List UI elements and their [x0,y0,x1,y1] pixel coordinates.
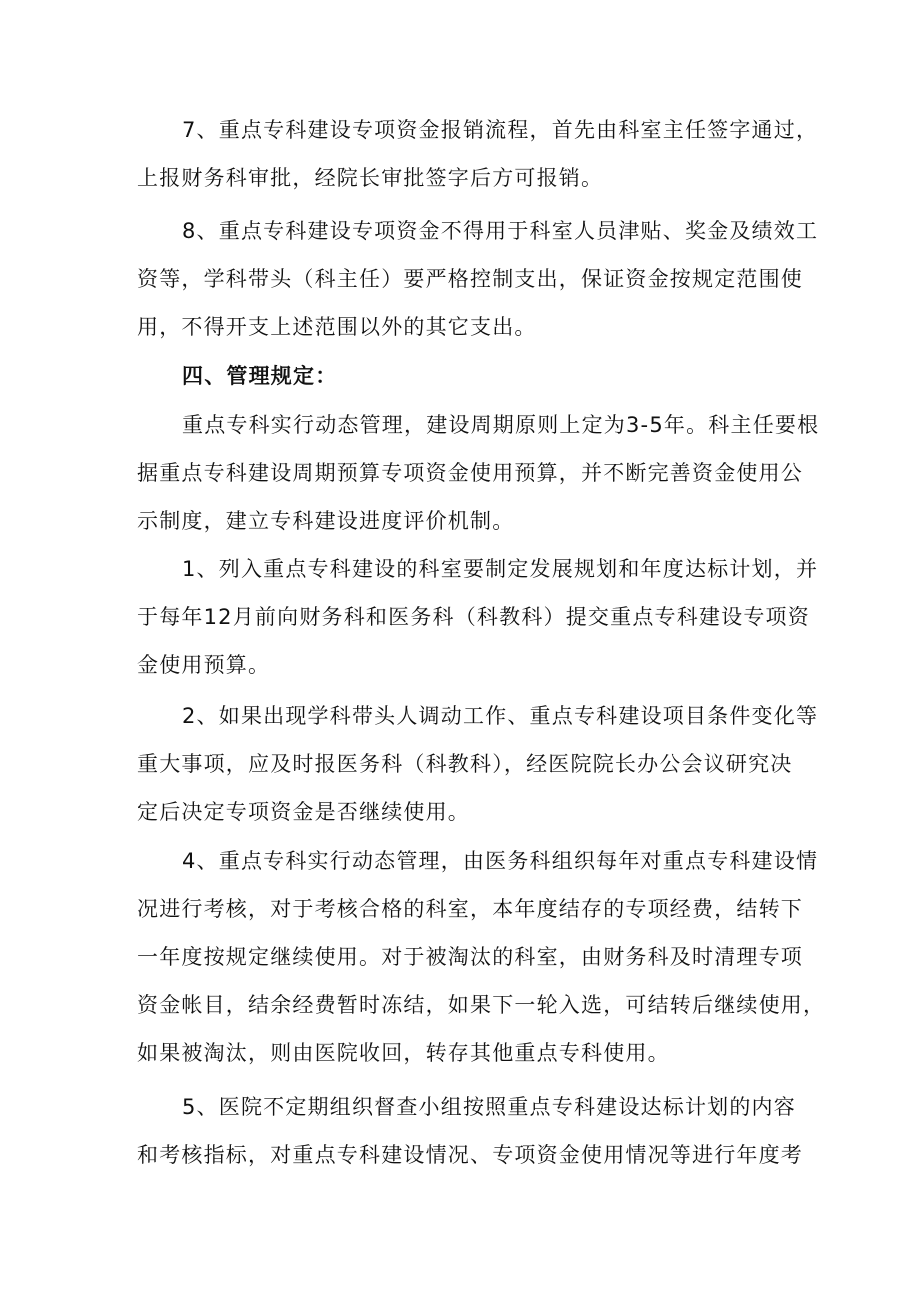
text-line: 据重点专科建设周期预算专项资金使用预算，并不断完善资金使用公 [137,461,803,485]
text-line: 况进行考核，对于考核合格的科室，本年度结存的专项经费，结转下 [137,897,803,921]
text-line: 定后决定专项资金是否继续使用。 [137,800,470,824]
heading-text: 四、管理规定： [182,364,338,388]
text-line: 重大事项，应及时报医务科（科教科），经医院院长办公会议研究决 [137,752,793,776]
text-line: 和考核指标，对重点专科建设情况、专项资金使用情况等进行年度考 [137,1143,803,1167]
text-line: 上报财务科审批，经院长审批签字后方可报销。 [137,166,604,190]
text-line: 一年度按规定继续使用。对于被淘汰的科室，由财务科及时清理专项 [137,945,803,969]
paragraph-item-4 [137,837,826,1077]
paragraph-item-8 [137,207,819,351]
text-line: 8、重点专科建设专项资金不得用于科室人员津贴、奖金及绩效工 [182,219,819,243]
text-line: 金使用预算。 [137,653,271,677]
paragraph-management [137,401,820,545]
text-line: 资等，学科带头（科主任）要严格控制支出，保证资金按规定范围使 [137,267,803,291]
text-line: 2、如果出现学科带头人调动工作、重点专科建设项目条件变化等 [182,704,819,728]
paragraph-item-5 [137,1083,803,1179]
text-line: 资金帐目，结余经费暂时冻结，如果下一轮入选，可结转后继续使用， [137,993,826,1017]
paragraph-item-7 [137,106,819,202]
text-line: 如果被淘汰，则由医院收回，转存其他重点专科使用。 [137,1041,670,1065]
text-line: 重点专科实行动态管理，建设周期原则上定为3-5年。科主任要根 [182,413,820,437]
section-heading [137,352,787,400]
text-line: 4、重点专科实行动态管理，由医务科组织每年对重点专科建设情 [182,849,819,873]
text-line: 于每年12月前向财务科和医务科（科教科）提交重点专科建设专项资 [137,605,810,629]
paragraph-item-2 [137,692,819,836]
text-line: 1、列入重点专科建设的科室要制定发展规划和年度达标计划，并 [182,557,819,581]
text-line: 5、医院不定期组织督查小组按照重点专科建设达标计划的内容 [182,1095,796,1119]
paragraph-item-1 [137,545,819,689]
text-line: 示制度，建立专科建设进度评价机制。 [137,509,515,533]
text-line: 用，不得开支上述范围以外的其它支出。 [137,315,537,339]
text-line: 7、重点专科建设专项资金报销流程，首先由科室主任签字通过， [182,118,819,142]
